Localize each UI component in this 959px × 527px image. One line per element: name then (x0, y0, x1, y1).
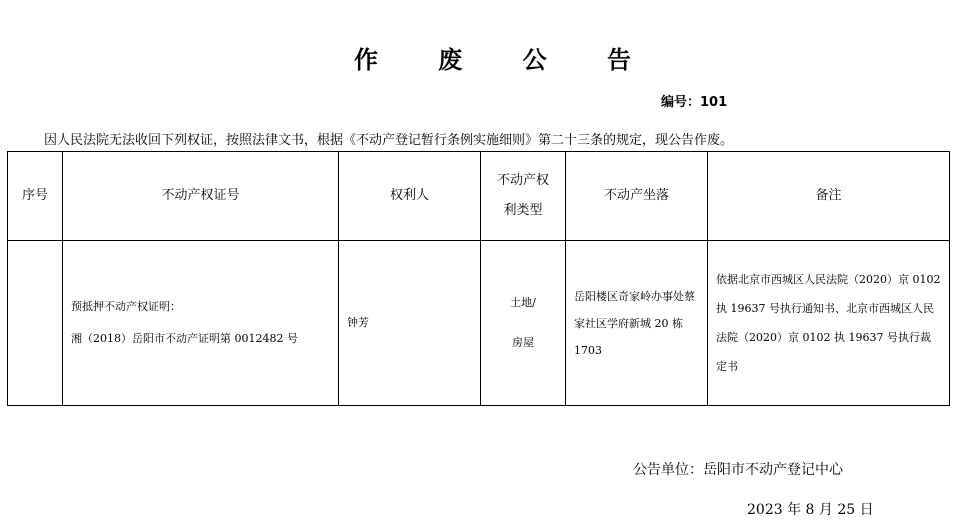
cell-right-type-line1: 土地/ (510, 296, 536, 309)
header-no: 序号 (8, 152, 63, 241)
header-right-type (481, 152, 566, 241)
header-owner: 权利人 (339, 152, 481, 241)
serial-number: 编号：101 (661, 95, 728, 110)
cell-cert-no-line2: 湘（2018）岳阳市不动产证明第 0012482 号 (71, 332, 298, 345)
notice-table (7, 151, 950, 406)
cell-no (8, 241, 63, 406)
header-cert-no: 不动产权证号 (63, 152, 339, 241)
cell-right-type-line2: 房屋 (512, 336, 534, 349)
table-header-row (8, 152, 950, 241)
header-right-type-line2: 利类型 (503, 203, 543, 218)
cell-right-type (481, 241, 566, 406)
header-location: 不动产坐落 (566, 152, 708, 241)
issue-date: 2023 年 8 月 25 日 (747, 502, 874, 518)
table-row (8, 241, 950, 406)
intro-paragraph: 因人民法院无法收回下列权证，按照法律文书，根据《不动产登记暂行条例实施细则》第二十三条的规定，现公告作废。 (44, 133, 734, 148)
cell-owner: 钟芳 (339, 241, 481, 406)
cell-cert-no (63, 241, 339, 406)
cell-cert-no-line1: 预抵押不动产权证明： (71, 300, 181, 313)
issuing-unit: 公告单位：岳阳市不动产登记中心 (633, 462, 843, 478)
header-right-type-line1: 不动产权 (496, 173, 549, 188)
cell-location: 岳阳楼区奇家岭办事处蔡家社区学府新城 20 栋 1703 (566, 241, 708, 406)
header-remarks: 备注 (708, 152, 950, 241)
cell-remarks: 依据北京市西城区人民法院（2020）京 0102 执 19637 号执行通知书、北京市西城区人民法院（2020）京 0102 执 19637 号执行裁定书 (708, 241, 950, 406)
page-title: 作 废 公 告 (353, 46, 658, 74)
